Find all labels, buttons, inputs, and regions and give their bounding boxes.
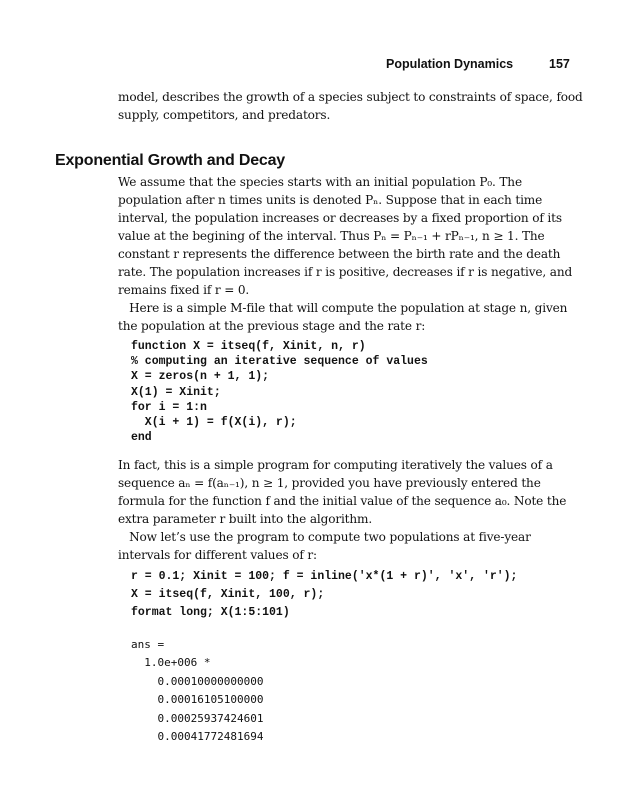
code-listing-usage [131, 568, 517, 622]
text-line: X(1) = Xinit; [131, 385, 221, 399]
text-line: constant r represents the difference between the birth rate and the death [118, 247, 561, 261]
text-line: 0.00025937424601 [131, 711, 264, 725]
text-line: In fact, this is a simple program for computing iteratively the values of a [118, 458, 553, 472]
command-output [131, 636, 263, 746]
page-number: 157 [549, 57, 570, 71]
text-line: intervals for different values of r: [118, 548, 317, 562]
text-line: supply, competitors, and predators. [118, 108, 331, 122]
text-line: ans = [131, 638, 165, 651]
text-line: 0.00016105100000 [131, 693, 264, 707]
paragraph-1 [118, 173, 572, 335]
text-line: population after n times units is denoted Pₙ. Suppose that in each time [118, 193, 543, 207]
code-listing-itseq [131, 339, 428, 445]
text-line: X = zeros(n + 1, 1); [131, 370, 270, 384]
text-line: value at the begining of the interval. Thus Pₙ = Pₙ₋₁ + rPₙ₋₁, n ≥ 1. The [118, 229, 545, 243]
text-line: 0.00041772481694 [131, 729, 264, 743]
text-line: rate. The population increases if r is positive, decreases if r is negative, and [118, 265, 573, 279]
running-title: Population Dynamics [386, 57, 514, 71]
text-line: 1.0e+006 * [131, 656, 211, 670]
text-line: 0.00010000000000 [131, 674, 264, 688]
text-line: formula for the function f and the initial value of the sequence a₀. Note the [118, 494, 567, 508]
text-line: X = itseq(f, Xinit, 100, r); [131, 588, 325, 601]
text-line: remains fixed if r = 0. [118, 283, 250, 297]
text-line: function X = itseq(f, Xinit, n, r) [131, 340, 366, 353]
text-line: extra parameter r built into the algorithm. [118, 512, 373, 526]
text-line: interval, the population increases or decreases by a fixed proportion of its [118, 211, 562, 225]
section-heading: Exponential Growth and Decay [55, 152, 286, 169]
text-line: X(i + 1) = f(X(i), r); [131, 415, 297, 429]
text-line: model, describes the growth of a species subject to constraints of space, food [118, 90, 583, 104]
text-line: r = 0.1; Xinit = 100; f = inline('x*(1 + r)', 'x', 'r'); [131, 570, 518, 583]
text-line: sequence aₙ = f(aₙ₋₁), n ≥ 1, provided you have previously entered the [118, 476, 541, 490]
text-line: format long; X(1:5:101) [131, 606, 290, 619]
text-line: for i = 1:n [131, 400, 207, 414]
text-line: end [131, 431, 152, 445]
paragraph-2 [118, 456, 566, 564]
text-line: % computing an iterative sequence of values [131, 355, 428, 369]
text-line: Now let’s use the program to compute two populations at five-year [118, 530, 531, 544]
text-line: the population at the previous stage and the rate r: [118, 319, 426, 333]
text-line: Here is a simple M-file that will compute the population at stage n, given [118, 301, 568, 315]
intro-paragraph [118, 88, 583, 124]
text-line: We assume that the species starts with an initial population P₀. The [118, 175, 522, 189]
